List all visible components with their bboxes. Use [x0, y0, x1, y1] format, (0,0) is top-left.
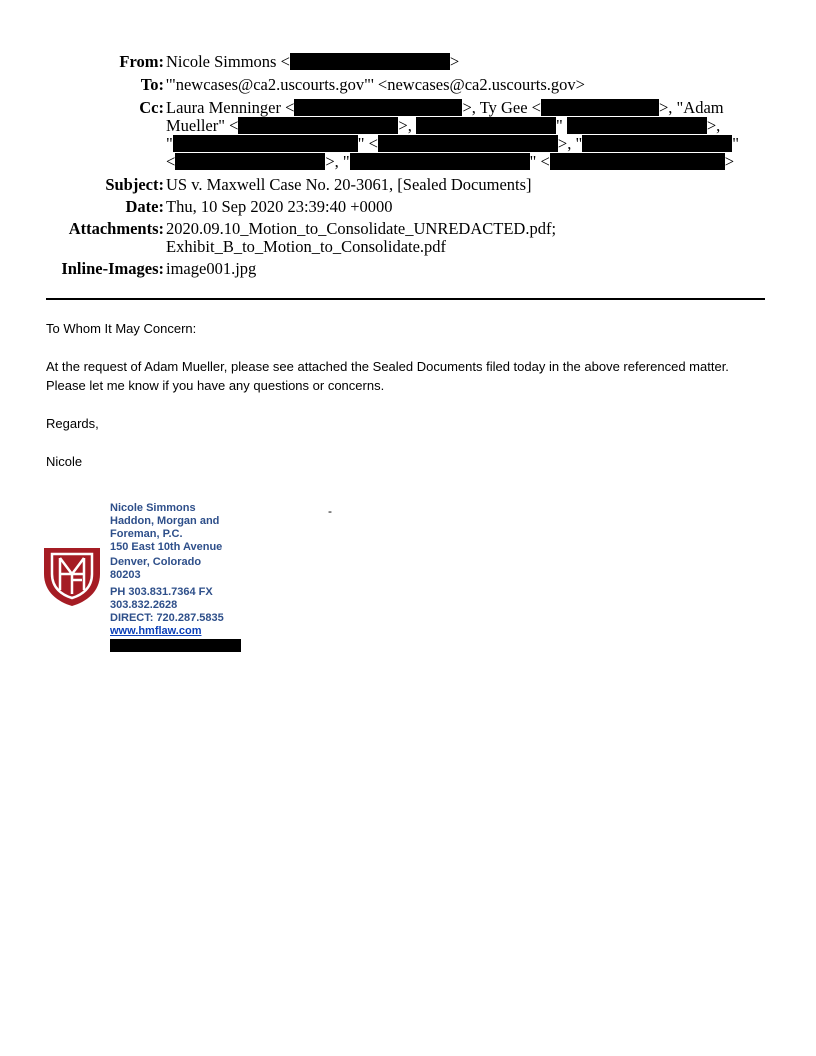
attachments-label: Attachments: — [68, 219, 164, 238]
website-link[interactable]: www.hmflaw.com — [110, 625, 202, 637]
date-value: Thu, 10 Sep 2020 23:39:40 +0000 — [166, 197, 393, 216]
signature-fax: 303.832.2628 — [110, 599, 178, 611]
to-value: '"newcases@ca2.uscourts.gov"' <newcases@ca2.uscourts.gov> — [166, 75, 585, 94]
date-label: Date: — [125, 197, 164, 216]
signoff: Nicole — [46, 454, 83, 469]
redaction-box — [550, 153, 725, 170]
body-paragraph: At the request of Adam Mueller, please see attached the Sealed Documents filed today in the above referenced matter. — [46, 359, 729, 374]
greeting: To Whom It May Concern: — [46, 321, 197, 336]
attachment-link[interactable]: 2020.09.10_Motion_to_Consolidate_UNREDACTED.pdf; — [166, 219, 557, 238]
redaction-box — [541, 99, 659, 116]
closing: Regards, — [46, 416, 99, 431]
to-label: To: — [140, 75, 164, 94]
from-value: Nicole Simmons < — [166, 52, 290, 71]
subject-label: Subject: — [105, 175, 164, 194]
cc-label: Cc: — [139, 98, 164, 117]
inline-images-label: Inline-Images: — [61, 259, 164, 278]
signature-address: 80203 — [110, 569, 141, 581]
subject-value: US v. Maxwell Case No. 20-3061, [Sealed Documents] — [166, 175, 532, 194]
redaction-box — [238, 117, 398, 134]
redaction-box — [290, 53, 450, 70]
signature-address: 150 East 10th Avenue — [110, 541, 223, 553]
from-label: From: — [119, 52, 164, 71]
signature-firm: Foreman, P.C. — [110, 528, 183, 540]
redaction-box — [110, 639, 241, 652]
attachment-link[interactable]: Exhibit_B_to_Motion_to_Consolidate.pdf — [166, 237, 447, 256]
body-paragraph: Please let me know if you have any questions or concerns. — [46, 378, 385, 393]
signature-phone: PH 303.831.7364 FX — [110, 586, 213, 598]
redaction-box — [567, 117, 707, 134]
email-body — [46, 319, 776, 471]
inline-image-link[interactable]: image001.jpg — [166, 259, 257, 278]
email-signature — [110, 502, 250, 652]
redaction-box — [173, 135, 358, 152]
redaction-box — [294, 99, 462, 116]
signature-direct: DIRECT: 720.287.5835 — [110, 612, 224, 624]
redaction-box — [378, 135, 558, 152]
header-divider — [46, 298, 765, 300]
hmf-logo-icon — [40, 544, 104, 608]
dash-mark: - — [328, 504, 332, 518]
redaction-box — [175, 153, 325, 170]
redaction-box — [582, 135, 732, 152]
redaction-box — [350, 153, 530, 170]
redaction-box — [416, 117, 556, 134]
signature-name: Nicole Simmons — [110, 502, 196, 514]
signature-address: Denver, Colorado — [110, 556, 202, 568]
signature-firm: Haddon, Morgan and — [110, 515, 220, 527]
